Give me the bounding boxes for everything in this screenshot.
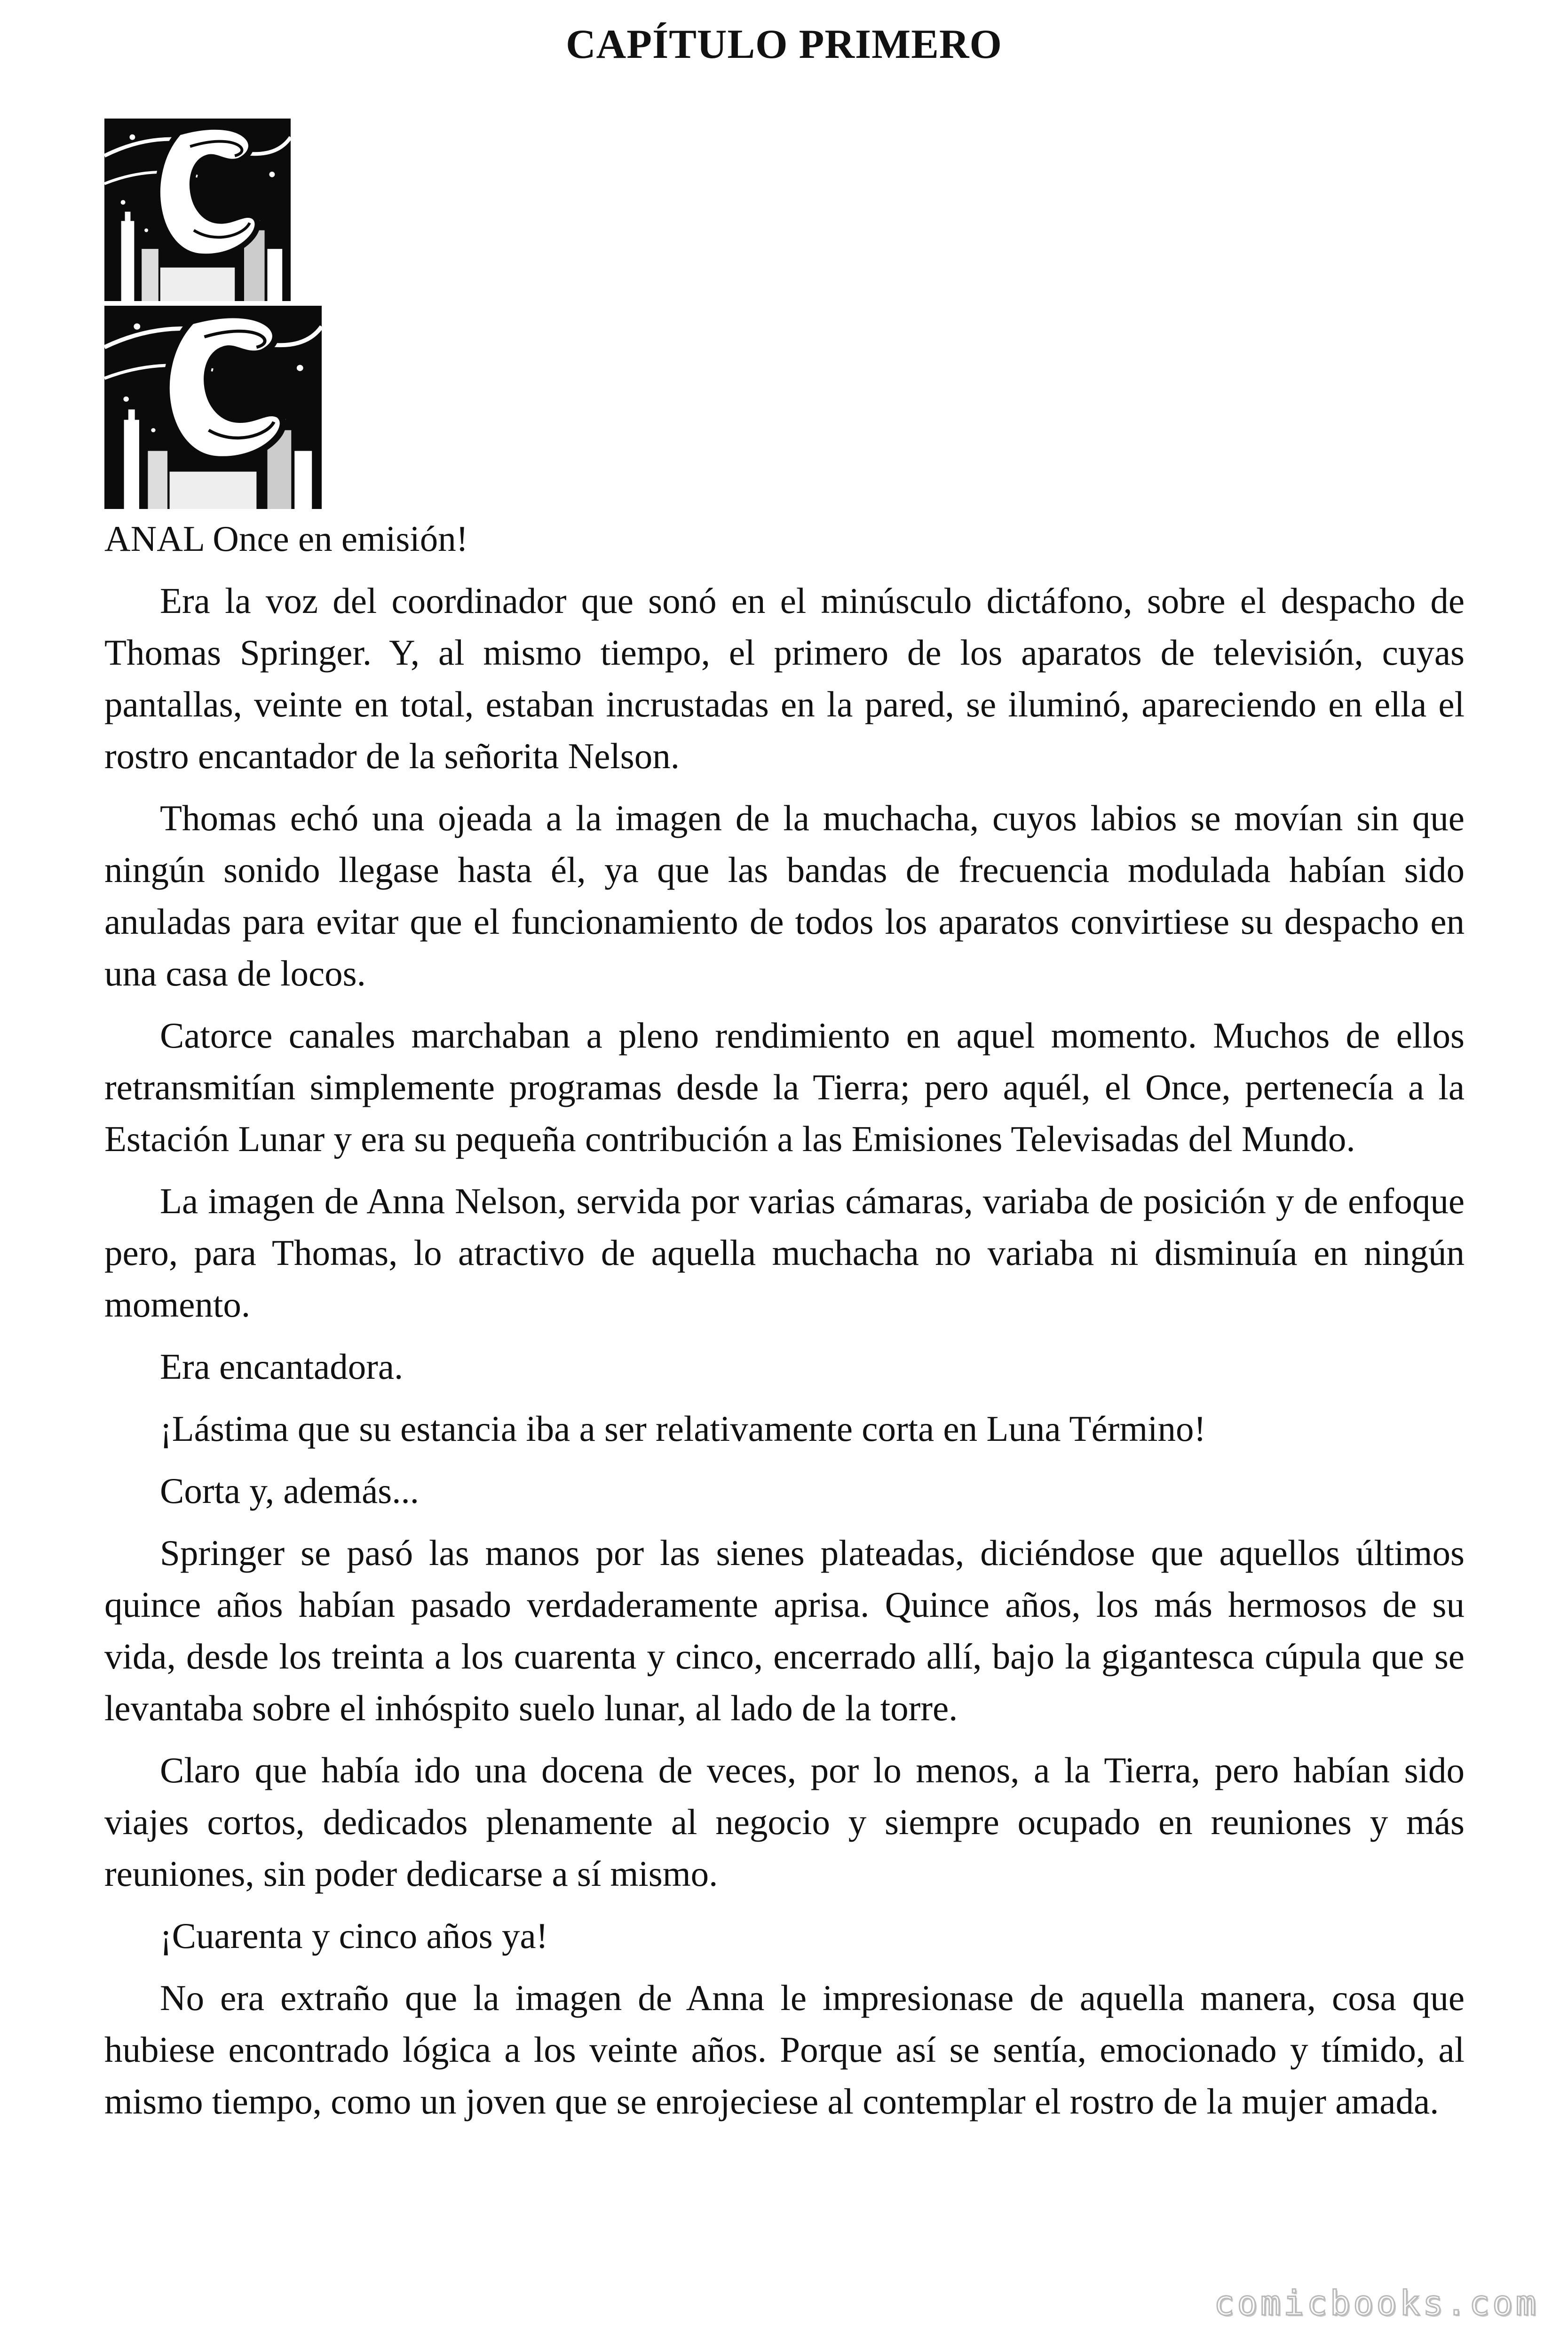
paragraph: Claro que había ido una docena de veces, por lo menos, a la Tierra, pero habían sido viajes cortos, dedicados plenamente al negocio y siempre ocupado en reuniones y más reuniones, sin poder dedicarse a sí mismo. xyxy=(104,1750,1465,1894)
paragraph: Era encantadora. xyxy=(160,1346,404,1387)
city-night-letter-c-icon xyxy=(104,306,322,509)
paragraph: La imagen de Anna Nelson, servida por varias cámaras, variaba de posición y de enfoque pero, para Thomas, lo atractivo de aquella muchacha no variaba ni disminuía en ningún momento. xyxy=(104,1181,1465,1325)
paragraph: Thomas echó una ojeada a la imagen de la muchacha, cuyos labios se movían sin que ningún sonido llegase hasta él, ya que las bandas de frecuencia modulada habían sido anuladas para evitar que el funcionamiento de todos los aparatos convirtiese su despacho en una casa de locos. xyxy=(104,798,1465,993)
paragraph: Springer se pasó las manos por las sienes plateadas, diciéndose que aquellos últimos quince años habían pasado verdaderamente aprisa. Quince años, los más hermosos de su vida, desde los treinta a los cuarenta y cinco, encerrado allí, bajo la gigantesca cúpula que se levantaba sobre el inhóspito suelo lunar, al lado de la torre. xyxy=(104,1533,1465,1728)
chapter-title: CAPÍTULO PRIMERO xyxy=(566,22,1002,67)
paragraph: Catorce canales marchaban a pleno rendimiento en aquel momento. Muchos de ellos retransmitían simplemente programas desde la Tierra; pero aquél, el Once, pertenecía a la Estación Lunar y era su pequeña contribución a las Emisiones Televisadas del Mundo. xyxy=(104,1015,1465,1159)
dropcap-illustration-top xyxy=(104,119,291,301)
paragraph-opening: ANAL Once en emisión! xyxy=(104,518,468,559)
paragraph: ¡Cuarenta y cinco años ya! xyxy=(160,1915,548,1956)
dropcap-illustration-bottom xyxy=(104,306,322,509)
paragraph: Corta y, además... xyxy=(160,1470,419,1511)
paragraph: ¡Lástima que su estancia iba a ser relativamente corta en Luna Término! xyxy=(160,1408,1206,1449)
city-night-letter-c-icon xyxy=(104,119,291,301)
chapter-body xyxy=(104,513,1465,2137)
paragraph: No era extraño que la imagen de Anna le impresionase de aquella manera, cosa que hubiese encontrado lógica a los veinte años. Porque así se sentía, emocionado y tímido, al mismo tiempo, como un joven que se enrojeciese al contemplar el rostro de la mujer amada. xyxy=(104,1978,1465,2122)
paragraph: Era la voz del coordinador que sonó en el minúsculo dictáfono, sobre el despacho de Thomas Springer. Y, al mismo tiempo, el primero de los aparatos de televisión, cuyas pantallas, veinte en total, estaban incrustadas en la pared, se iluminó, apareciendo en ella el rostro encantador de la señorita Nelson. xyxy=(104,580,1465,776)
watermark: comicbooks.com xyxy=(1214,2283,1539,2323)
